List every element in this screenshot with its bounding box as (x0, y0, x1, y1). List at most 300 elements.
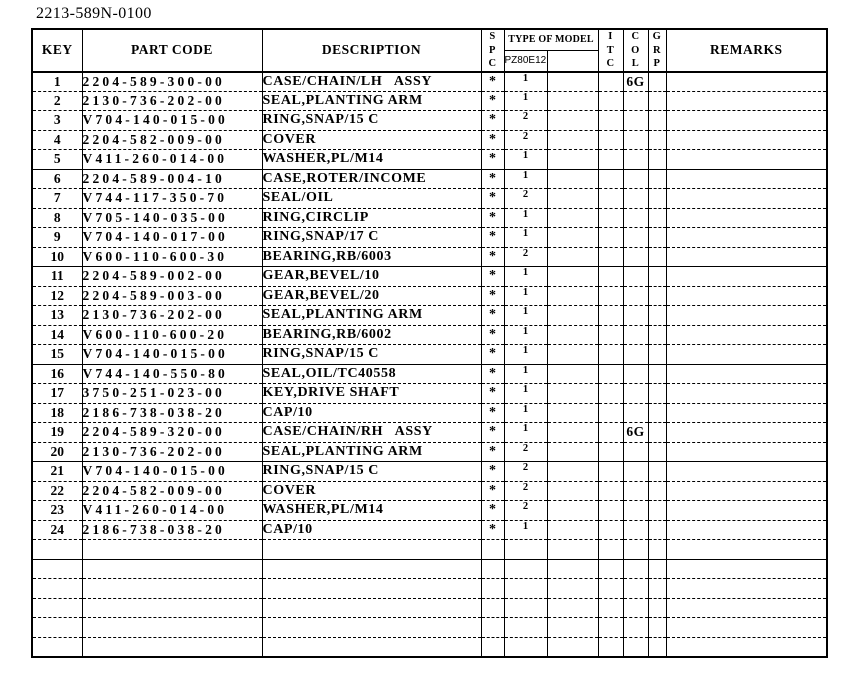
column-header-description: DESCRIPTION (262, 29, 481, 72)
part-code-cell: 2204-589-320-00 (82, 423, 262, 443)
description-cell (262, 579, 481, 599)
model-qty-cell: 1 (504, 345, 547, 365)
model-empty-cell (547, 325, 598, 345)
description-cell (262, 618, 481, 638)
spc-cell (481, 559, 504, 579)
table-row (32, 403, 827, 423)
description-cell: KEY,DRIVE SHAFT (262, 384, 481, 404)
spc-cell: * (481, 150, 504, 170)
remarks-cell (666, 579, 827, 599)
remarks-cell (666, 306, 827, 326)
col-cell (623, 501, 648, 521)
key-cell: 8 (32, 208, 82, 228)
grp-cell (648, 208, 666, 228)
column-header-itc (598, 29, 623, 72)
part-code-cell: 2204-589-300-00 (82, 72, 262, 92)
model-qty-cell: 1 (504, 286, 547, 306)
col-letter: O (631, 44, 640, 56)
grp-letter: P (653, 58, 661, 69)
col-cell (623, 442, 648, 462)
model-empty-cell (547, 442, 598, 462)
column-header-col (623, 29, 648, 72)
spc-cell (481, 637, 504, 657)
table-row-empty (32, 618, 827, 638)
model-qty-cell: 2 (504, 462, 547, 482)
itc-cell (598, 325, 623, 345)
spc-cell: * (481, 520, 504, 540)
model-qty-cell (504, 579, 547, 599)
itc-cell (598, 228, 623, 248)
model-empty-cell (547, 247, 598, 267)
remarks-cell (666, 286, 827, 306)
itc-cell (598, 442, 623, 462)
model-qty-cell: 1 (504, 403, 547, 423)
remarks-cell (666, 481, 827, 501)
remarks-cell (666, 520, 827, 540)
remarks-cell (666, 208, 827, 228)
col-cell (623, 559, 648, 579)
col-cell (623, 540, 648, 560)
page-title: 2213-589N-0100 (36, 5, 152, 22)
remarks-cell (666, 228, 827, 248)
description-cell: CASE,ROTER/INCOME (262, 169, 481, 189)
key-cell: 1 (32, 72, 82, 92)
table-row (32, 208, 827, 228)
table-row (32, 228, 827, 248)
col-cell (623, 598, 648, 618)
itc-cell (598, 618, 623, 638)
remarks-cell (666, 559, 827, 579)
description-cell: BEARING,RB/6002 (262, 325, 481, 345)
description-cell: SEAL,PLANTING ARM (262, 306, 481, 326)
part-code-cell: V704-140-015-00 (82, 111, 262, 131)
grp-cell (648, 618, 666, 638)
model-empty-cell (547, 111, 598, 131)
part-code-cell (82, 559, 262, 579)
part-code-cell: 2130-736-202-00 (82, 91, 262, 111)
table-row (32, 130, 827, 150)
model-qty-cell: 1 (504, 169, 547, 189)
parts-table-body (32, 72, 827, 657)
key-cell: 17 (32, 384, 82, 404)
description-cell: WASHER,PL/M14 (262, 150, 481, 170)
key-cell: 22 (32, 481, 82, 501)
itc-cell (598, 91, 623, 111)
description-cell: SEAL,OIL/TC40558 (262, 364, 481, 384)
grp-cell (648, 520, 666, 540)
remarks-cell (666, 637, 827, 657)
table-row (32, 442, 827, 462)
model-qty-cell: 1 (504, 150, 547, 170)
remarks-cell (666, 150, 827, 170)
itc-cell (598, 189, 623, 209)
itc-cell (598, 111, 623, 131)
model-qty-cell (504, 598, 547, 618)
key-cell: 5 (32, 150, 82, 170)
column-header-key: KEY (32, 29, 82, 72)
model-qty-cell (504, 540, 547, 560)
table-row (32, 481, 827, 501)
col-cell (623, 325, 648, 345)
grp-cell (648, 501, 666, 521)
remarks-cell (666, 540, 827, 560)
grp-cell (648, 481, 666, 501)
itc-cell (598, 130, 623, 150)
table-row-empty (32, 598, 827, 618)
grp-cell (648, 306, 666, 326)
col-cell: 6G (623, 423, 648, 443)
part-code-cell: 2204-582-009-00 (82, 481, 262, 501)
table-row (32, 462, 827, 482)
itc-cell (598, 345, 623, 365)
key-cell (32, 540, 82, 560)
remarks-cell (666, 598, 827, 618)
model-qty-cell: 1 (504, 228, 547, 248)
model-empty-cell (547, 169, 598, 189)
model-empty-cell (547, 559, 598, 579)
grp-cell (648, 345, 666, 365)
spc-cell: * (481, 481, 504, 501)
grp-cell (648, 130, 666, 150)
column-header-spc (481, 29, 504, 72)
part-code-cell: V705-140-035-00 (82, 208, 262, 228)
model-qty-cell: 2 (504, 442, 547, 462)
model-empty-cell (547, 286, 598, 306)
description-cell (262, 559, 481, 579)
grp-cell (648, 579, 666, 599)
col-cell (623, 228, 648, 248)
spc-cell: * (481, 267, 504, 287)
grp-letter: G (652, 31, 662, 42)
part-code-cell: V704-140-015-00 (82, 462, 262, 482)
description-cell: GEAR,BEVEL/10 (262, 267, 481, 287)
spc-cell (481, 540, 504, 560)
column-header-type-of-model: TYPE OF MODEL (504, 29, 598, 50)
part-code-cell: V744-140-550-80 (82, 364, 262, 384)
model-empty-cell (547, 501, 598, 521)
spc-cell: * (481, 442, 504, 462)
key-cell: 14 (32, 325, 82, 345)
itc-cell (598, 267, 623, 287)
model-empty-cell (547, 618, 598, 638)
remarks-cell (666, 462, 827, 482)
itc-cell (598, 208, 623, 228)
key-cell: 13 (32, 306, 82, 326)
spc-cell: * (481, 169, 504, 189)
spc-cell: * (481, 189, 504, 209)
model-empty-cell (547, 598, 598, 618)
remarks-cell (666, 442, 827, 462)
part-code-cell: 2186-738-038-20 (82, 403, 262, 423)
grp-cell (648, 403, 666, 423)
model-empty-cell (547, 130, 598, 150)
itc-cell (598, 384, 623, 404)
grp-cell (648, 286, 666, 306)
table-row (32, 111, 827, 131)
model-empty-cell (547, 384, 598, 404)
grp-cell (648, 111, 666, 131)
col-cell (623, 618, 648, 638)
remarks-cell (666, 111, 827, 131)
key-cell (32, 598, 82, 618)
table-row (32, 247, 827, 267)
table-row (32, 384, 827, 404)
model-qty-cell: 2 (504, 111, 547, 131)
column-header-part-code: PART CODE (82, 29, 262, 72)
part-code-cell: 2204-589-003-00 (82, 286, 262, 306)
part-code-cell: 3750-251-023-00 (82, 384, 262, 404)
table-row (32, 189, 827, 209)
table-row (32, 423, 827, 443)
grp-cell (648, 384, 666, 404)
model-qty-cell: 1 (504, 364, 547, 384)
part-code-cell (82, 579, 262, 599)
itc-letter: T (606, 44, 615, 56)
key-cell: 6 (32, 169, 82, 189)
col-cell (623, 481, 648, 501)
description-cell (262, 637, 481, 657)
table-row (32, 325, 827, 345)
spc-cell: * (481, 325, 504, 345)
description-cell: RING,SNAP/15 C (262, 111, 481, 131)
grp-cell (648, 72, 666, 92)
spc-cell: * (481, 462, 504, 482)
description-cell: COVER (262, 481, 481, 501)
model-empty-cell (547, 423, 598, 443)
key-cell: 21 (32, 462, 82, 482)
model-empty-cell (547, 579, 598, 599)
spc-cell: * (481, 228, 504, 248)
itc-cell (598, 501, 623, 521)
key-cell: 7 (32, 189, 82, 209)
spc-cell: * (481, 208, 504, 228)
table-row (32, 169, 827, 189)
model-qty-cell: 2 (504, 481, 547, 501)
key-cell: 19 (32, 423, 82, 443)
description-cell: BEARING,RB/6003 (262, 247, 481, 267)
col-cell (623, 384, 648, 404)
key-cell: 23 (32, 501, 82, 521)
grp-cell (648, 598, 666, 618)
model-qty-cell: 1 (504, 72, 547, 92)
col-cell (623, 247, 648, 267)
remarks-cell (666, 91, 827, 111)
description-cell: CASE/CHAIN/LH ASSY (262, 72, 481, 92)
table-row (32, 306, 827, 326)
remarks-cell (666, 423, 827, 443)
column-header-remarks: REMARKS (666, 29, 827, 72)
spc-cell: * (481, 130, 504, 150)
spc-cell: * (481, 306, 504, 326)
grp-cell (648, 267, 666, 287)
key-cell: 4 (32, 130, 82, 150)
part-code-cell: V411-260-014-00 (82, 150, 262, 170)
model-empty-cell (547, 520, 598, 540)
model-empty-cell (547, 72, 598, 92)
model-qty-cell: 1 (504, 267, 547, 287)
itc-cell (598, 286, 623, 306)
col-cell (623, 130, 648, 150)
description-cell: RING,SNAP/17 C (262, 228, 481, 248)
part-code-cell: V704-140-015-00 (82, 345, 262, 365)
itc-cell (598, 540, 623, 560)
grp-cell (648, 540, 666, 560)
table-row-empty (32, 579, 827, 599)
part-code-cell: 2204-582-009-00 (82, 130, 262, 150)
table-row-empty (32, 637, 827, 657)
remarks-cell (666, 72, 827, 92)
itc-cell (598, 423, 623, 443)
itc-cell (598, 72, 623, 92)
part-code-cell: 2130-736-202-00 (82, 306, 262, 326)
table-row (32, 267, 827, 287)
spc-cell: * (481, 111, 504, 131)
col-cell (623, 91, 648, 111)
model-qty-cell: 1 (504, 520, 547, 540)
column-header-model-variant-empty (547, 50, 598, 71)
itc-cell (598, 598, 623, 618)
key-cell (32, 559, 82, 579)
itc-cell (598, 481, 623, 501)
spc-letter: C (488, 58, 497, 69)
model-empty-cell (547, 540, 598, 560)
model-empty-cell (547, 364, 598, 384)
table-row (32, 72, 827, 92)
col-cell (623, 403, 648, 423)
model-empty-cell (547, 481, 598, 501)
key-cell: 11 (32, 267, 82, 287)
table-row (32, 150, 827, 170)
key-cell: 9 (32, 228, 82, 248)
model-empty-cell (547, 637, 598, 657)
model-empty-cell (547, 306, 598, 326)
remarks-cell (666, 618, 827, 638)
description-cell: CAP/10 (262, 403, 481, 423)
model-qty-cell: 1 (504, 384, 547, 404)
model-qty-cell (504, 559, 547, 579)
model-qty-cell: 2 (504, 130, 547, 150)
part-code-cell (82, 540, 262, 560)
spc-cell: * (481, 91, 504, 111)
col-cell (623, 286, 648, 306)
grp-cell (648, 364, 666, 384)
remarks-cell (666, 384, 827, 404)
key-cell: 20 (32, 442, 82, 462)
col-cell (623, 267, 648, 287)
part-code-cell: 2204-589-002-00 (82, 267, 262, 287)
itc-cell (598, 169, 623, 189)
spc-cell: * (481, 501, 504, 521)
spc-cell: * (481, 403, 504, 423)
col-cell: 6G (623, 72, 648, 92)
key-cell: 12 (32, 286, 82, 306)
model-qty-cell (504, 618, 547, 638)
itc-cell (598, 306, 623, 326)
remarks-cell (666, 403, 827, 423)
part-code-cell (82, 637, 262, 657)
key-cell: 10 (32, 247, 82, 267)
description-cell: SEAL,PLANTING ARM (262, 91, 481, 111)
col-cell (623, 345, 648, 365)
remarks-cell (666, 345, 827, 365)
itc-cell (598, 364, 623, 384)
col-cell (623, 637, 648, 657)
remarks-cell (666, 501, 827, 521)
itc-cell (598, 247, 623, 267)
spc-cell: * (481, 423, 504, 443)
itc-letter: I (608, 31, 613, 42)
key-cell: 2 (32, 91, 82, 111)
spc-cell (481, 618, 504, 638)
model-qty-cell: 1 (504, 208, 547, 228)
grp-cell (648, 228, 666, 248)
col-cell (623, 462, 648, 482)
model-empty-cell (547, 267, 598, 287)
key-cell: 16 (32, 364, 82, 384)
key-cell: 3 (32, 111, 82, 131)
description-cell: RING,SNAP/15 C (262, 345, 481, 365)
grp-cell (648, 169, 666, 189)
remarks-cell (666, 189, 827, 209)
grp-cell (648, 637, 666, 657)
key-cell: 18 (32, 403, 82, 423)
col-cell (623, 306, 648, 326)
part-code-cell: V744-117-350-70 (82, 189, 262, 209)
grp-cell (648, 559, 666, 579)
part-code-cell: 2130-736-202-00 (82, 442, 262, 462)
key-cell: 24 (32, 520, 82, 540)
model-qty-cell: 1 (504, 325, 547, 345)
col-cell (623, 364, 648, 384)
itc-cell (598, 403, 623, 423)
part-code-cell (82, 618, 262, 638)
table-row (32, 364, 827, 384)
model-qty-cell: 1 (504, 91, 547, 111)
model-qty-cell: 2 (504, 189, 547, 209)
model-empty-cell (547, 345, 598, 365)
description-cell: CAP/10 (262, 520, 481, 540)
model-qty-cell: 1 (504, 306, 547, 326)
model-qty-cell: 2 (504, 247, 547, 267)
spc-cell (481, 579, 504, 599)
grp-cell (648, 150, 666, 170)
model-empty-cell (547, 403, 598, 423)
itc-cell (598, 462, 623, 482)
description-cell (262, 598, 481, 618)
description-cell: RING,CIRCLIP (262, 208, 481, 228)
itc-cell (598, 637, 623, 657)
col-letter: C (631, 31, 640, 42)
itc-cell (598, 520, 623, 540)
col-cell (623, 150, 648, 170)
model-qty-cell: 2 (504, 501, 547, 521)
spc-cell: * (481, 384, 504, 404)
part-code-cell: V704-140-017-00 (82, 228, 262, 248)
table-row-empty (32, 559, 827, 579)
table-row (32, 345, 827, 365)
col-cell (623, 208, 648, 228)
part-code-cell (82, 598, 262, 618)
description-cell: COVER (262, 130, 481, 150)
grp-cell (648, 423, 666, 443)
itc-letter: C (606, 58, 615, 69)
col-cell (623, 520, 648, 540)
spc-cell (481, 598, 504, 618)
remarks-cell (666, 169, 827, 189)
spc-cell: * (481, 72, 504, 92)
grp-cell (648, 442, 666, 462)
spc-cell: * (481, 247, 504, 267)
